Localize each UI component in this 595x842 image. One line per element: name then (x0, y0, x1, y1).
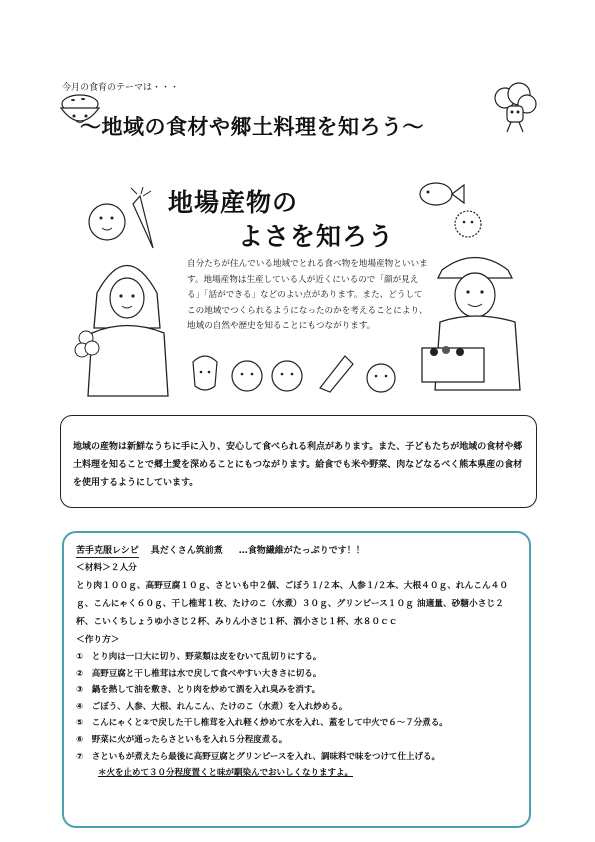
recipe-step: ⑤ こんにゃくと②で戻した干し椎茸を入れ軽く炒めて水を入れ、蓋をして中火で６～７分煮る。 (76, 718, 448, 729)
fish-and-vegetable-illustration (408, 176, 488, 246)
farmer-woman-illustration (72, 238, 182, 398)
recipe-step: ⑦ さといもが煮えたら最後に高野豆腐とグリンピースを入れ、調味料で味をつけて仕上げる。 (76, 751, 440, 762)
recipe-step: ② 高野豆腐と干し椎茸は水で戻して食べやすい大きさに切る。 (76, 668, 322, 679)
theme-intro: 今月の食育のテーマは・・・ (62, 83, 180, 93)
recipe-step: ① とり肉は一口大に切り、野菜類は皮をむいて乱切りにする。 (76, 652, 322, 662)
intro-paragraph: 自分たちが住んでいる地域でとれる食べ物を地場産物といいます。地場産物は生産している人が近くにいるので「顔が見える」「話ができる」などのよい点があります。また、どうしてこの地域でつくられるようになったのかを考えることにより、地域の自然や歴史を知ることにもつながります。 (187, 259, 428, 331)
materials-list: とり肉１００ｇ、高野豆腐１０ｇ、さといも中２個、ごぼう１/２本、人参１/２本、大根４０ｇ、れんこん４０ｇ、こんにゃく６０ｇ、干し椎茸１枚、たけのこ（水煮）３０ｇ、グリンピース１０ｇ 油適量、砂糖小さじ２杯、こいくちしょうゆ小さじ２杯、みりん小さじ１杯、酒小さじ１杯、水８０ｃｃ (76, 581, 509, 627)
section-title-line2: よさを知ろう (238, 222, 395, 251)
info-box-text: 地域の産物は新鮮なうちに手に入り、安心して食べられる利点があります。また、子どもたちが地域の食材や郷土料理を知ることで郷土愛を深めることにもつながります。給食でも米や野菜、肉などなるべく熊本県産の食材を使用するようにしています。 (73, 442, 523, 488)
info-box (60, 415, 537, 508)
recipe-tagline: …食物繊維がたっぷりです！！ (238, 546, 365, 556)
steps-heading: ＜作り方＞ (76, 635, 120, 645)
recipe-step: ③ 鍋を熱して油を敷き、とり肉を炒めて酒を入れ臭みを消す。 (76, 685, 321, 696)
recipe-header (76, 543, 519, 559)
recipe-step: ④ ごぼう、人参、大根、れんこん、たけのこ（水煮）を入れ炒める。 (76, 701, 348, 712)
recipe-box (62, 531, 531, 828)
main-title: ～地域の食材や郷土料理を知ろう～ (80, 115, 424, 139)
recipe-step: ⑥ 野菜に火が通ったらさといもを入れ５分程度煮る。 (76, 734, 288, 745)
farmer-man-illustration (420, 240, 530, 400)
section-title-line1: 地場産物の (168, 188, 299, 217)
vegetable-characters-row (185, 348, 425, 396)
recipe-dish-name: 具だくさん筑前煮 (150, 546, 223, 556)
broccoli-character-icon (487, 82, 542, 134)
recipe-tip: ＊火を止めて３０分程度置くと味が馴染んでおいしくなりますよ。 (98, 768, 354, 779)
recipe-label: 苦手克服レシピ (76, 546, 139, 556)
materials-heading: ＜材料＞２人分 (76, 563, 137, 573)
